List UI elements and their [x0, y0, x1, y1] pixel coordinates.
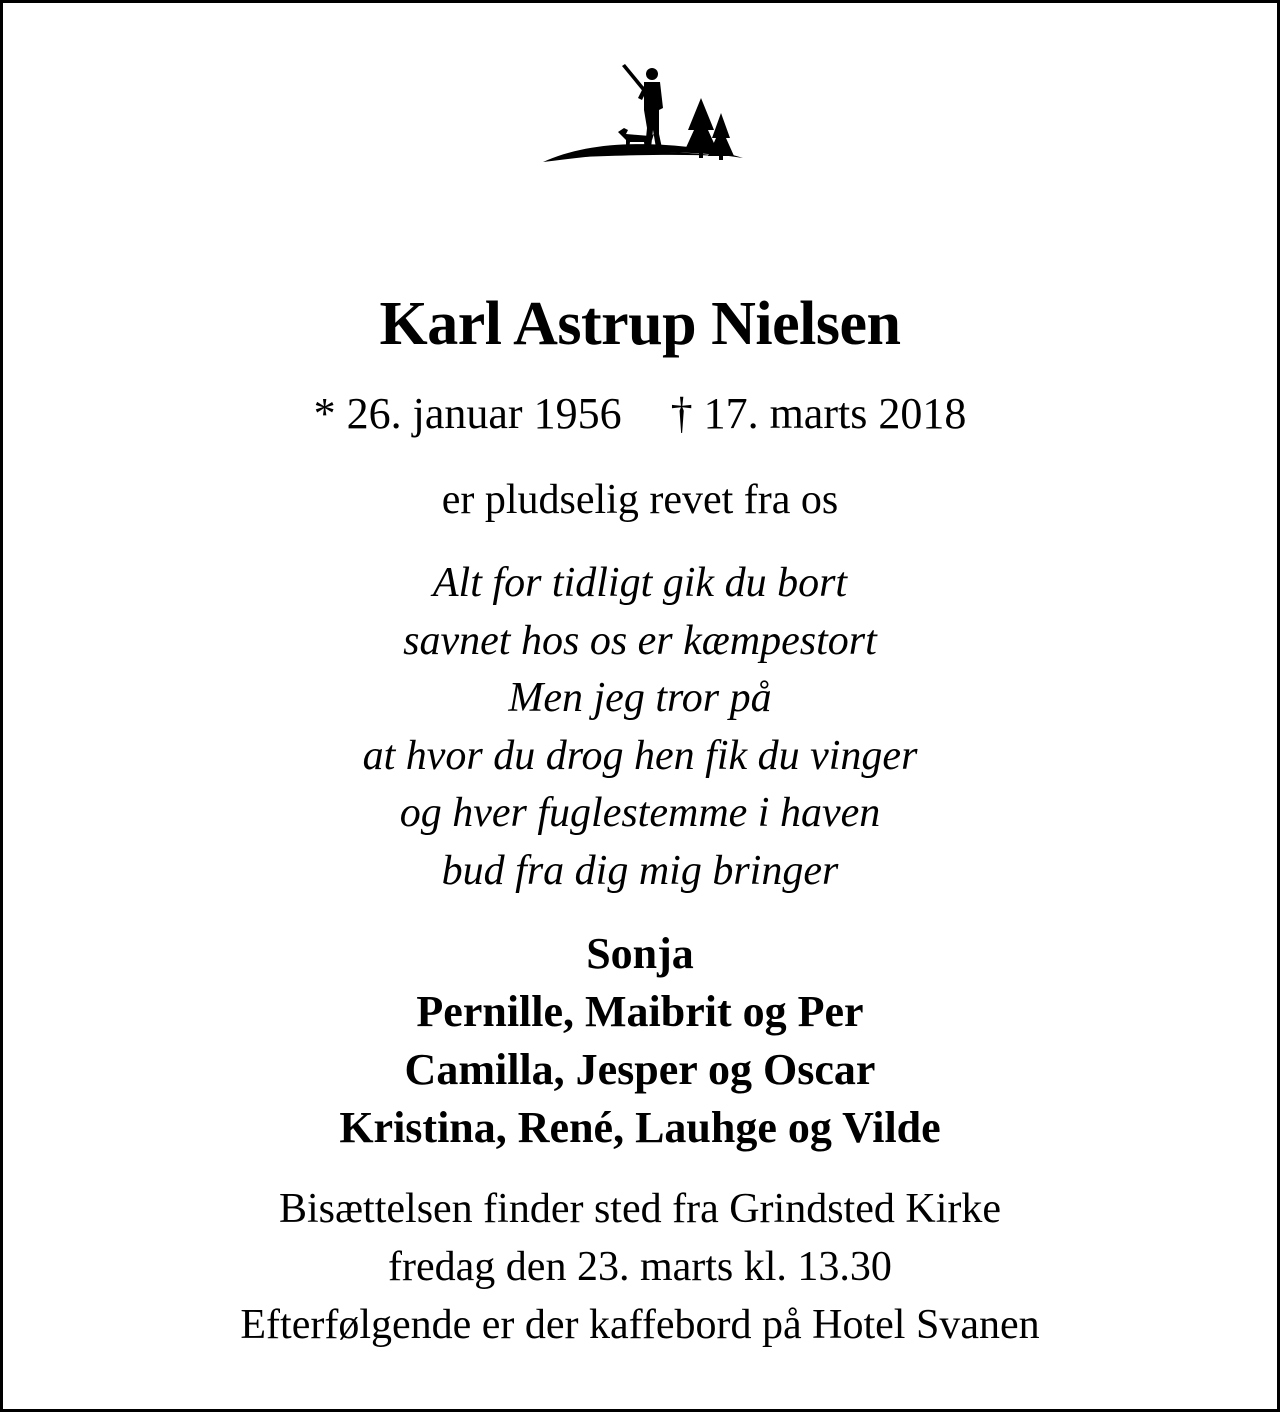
- family-line: Sonja: [586, 929, 694, 978]
- family-line: Pernille, Maibrit og Per: [416, 987, 864, 1036]
- poem-line: og hver fuglestemme i haven: [399, 790, 881, 836]
- poem-line: bud fra dig mig bringer: [441, 847, 839, 894]
- family-line: Camilla, Jesper og Oscar: [404, 1045, 876, 1094]
- funeral-line: Bisættelsen finder sted fra Grindsted Kirke: [279, 1186, 1001, 1232]
- hunter-dog-trees-icon: [538, 58, 748, 173]
- family-line: Kristina, René, Lauhge og Vilde: [339, 1103, 941, 1152]
- poem-line: at hvor du drog hen fik du vinger: [362, 732, 918, 779]
- deceased-name: Karl Astrup Nielsen: [379, 290, 901, 358]
- death-date: † 17. marts 2018: [670, 389, 967, 438]
- memorial-poem: [3, 555, 1277, 900]
- poem-line: Alt for tidligt gik du bort: [432, 560, 848, 606]
- intro-text: er pludselig revet fra os: [441, 477, 839, 523]
- funeral-line: fredag den 23. marts kl. 13.30: [388, 1244, 892, 1290]
- poem-line: Men jeg tror på: [508, 675, 772, 721]
- life-dates: [3, 386, 1277, 442]
- family-signatures: [3, 925, 1277, 1157]
- birth-date: * 26. januar 1956: [313, 389, 622, 438]
- poem-line: savnet hos os er kæmpestort: [403, 617, 877, 664]
- funeral-line: Efterfølgende er der kaffebord på Hotel Svanen: [240, 1302, 1040, 1348]
- funeral-details: [3, 1180, 1277, 1354]
